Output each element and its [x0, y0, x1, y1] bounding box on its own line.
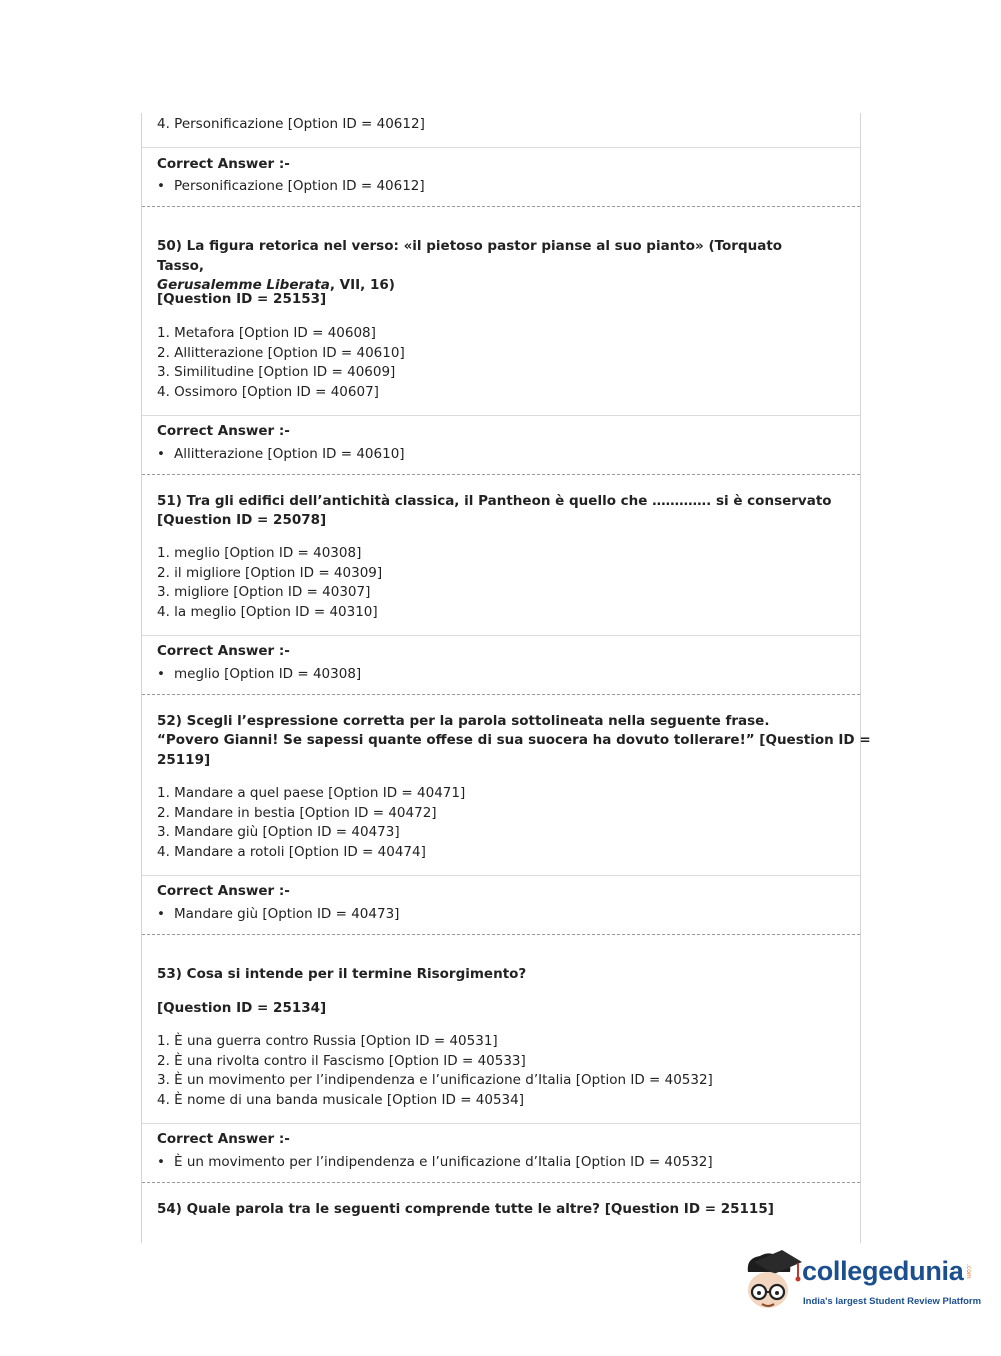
- divider: [142, 1123, 860, 1124]
- q51-option: 1. meglio [Option ID = 40308]: [157, 545, 362, 561]
- q53-option: 4. È nome di una banda musicale [Option ID = 40534]: [157, 1092, 525, 1108]
- q51-answer-text: meglio [Option ID = 40308]: [174, 666, 362, 682]
- q50-option: 4. Ossimoro [Option ID = 40607]: [157, 384, 379, 400]
- q50-option: 2. Allitterazione [Option ID = 40610]: [157, 345, 405, 361]
- exam-sheet: [141, 113, 871, 1243]
- q50-answer-text: Allitterazione [Option ID = 40610]: [174, 446, 405, 462]
- q51-option: 4. la meglio [Option ID = 40310]: [157, 604, 378, 620]
- q52-question: 52) Scegli l’espressione corretta per la parola sottolineata nella seguente frase.: [157, 713, 770, 729]
- q52-option: 1. Mandare a quel paese [Option ID = 40471]: [157, 785, 466, 801]
- q52-question-line2: “Povero Gianni! Se sapessi quante offese di sua suocera ha dovuto tollerare!” [Question ID =: [157, 732, 871, 748]
- q50-italic-title: Gerusalemme Liberata: [157, 277, 330, 293]
- q52-option: 4. Mandare a rotoli [Option ID = 40474]: [157, 844, 426, 860]
- q49-answer: [157, 178, 425, 194]
- q53-option: 1. È una guerra contro Russia [Option ID = 40531]: [157, 1033, 498, 1049]
- q50-text-end: , VII, 16): [329, 277, 395, 293]
- logo-wordmark: collegedunia: [802, 1256, 964, 1286]
- q51-answer-label: Correct Answer :-: [157, 643, 290, 659]
- logo-domain-suffix: .com: [965, 1264, 972, 1279]
- divider: [142, 875, 860, 876]
- question-separator: [142, 206, 860, 207]
- q49-answer-label: Correct Answer :-: [157, 156, 290, 172]
- q53-option: 2. È una rivolta contro il Fascismo [Option ID = 40533]: [157, 1053, 526, 1069]
- q50-question-id: [Question ID = 25153]: [157, 291, 327, 307]
- q49-option-4: 4. Personificazione [Option ID = 40612]: [157, 116, 425, 132]
- q52-option: 3. Mandare giù [Option ID = 40473]: [157, 824, 400, 840]
- q49-answer-text: Personificazione [Option ID = 40612]: [174, 178, 425, 194]
- q53-answer-text: È un movimento per l’indipendenza e l’unificazione d’Italia [Option ID = 40532]: [174, 1154, 713, 1170]
- q50-answer: [157, 446, 405, 462]
- question-separator: [142, 694, 860, 695]
- q51-question: 51) Tra gli edifici dell’antichità classica, il Pantheon è quello che …………. si è conservato: [157, 493, 832, 509]
- collegedunia-logo: [740, 1248, 982, 1318]
- question-separator: [142, 1182, 860, 1183]
- divider: [142, 635, 860, 636]
- divider: [142, 415, 860, 416]
- q52-answer-text: Mandare giù [Option ID = 40473]: [174, 906, 400, 922]
- q50-question: [157, 237, 827, 296]
- q52-option: 2. Mandare in bestia [Option ID = 40472]: [157, 805, 437, 821]
- q51-answer: [157, 666, 361, 682]
- q50-option: 3. Similitudine [Option ID = 40609]: [157, 364, 396, 380]
- q52-answer: [157, 906, 399, 922]
- q53-question: 53) Cosa si intende per il termine Risorgimento?: [157, 966, 527, 982]
- question-separator: [142, 934, 860, 935]
- divider: [142, 147, 860, 148]
- q53-answer: [157, 1154, 713, 1170]
- q50-answer-label: Correct Answer :-: [157, 423, 290, 439]
- q50-option: 1. Metafora [Option ID = 40608]: [157, 325, 376, 341]
- question-separator: [142, 474, 860, 475]
- mascot-icon: [740, 1248, 802, 1314]
- q51-option: 3. migliore [Option ID = 40307]: [157, 584, 371, 600]
- q51-question-id: [Question ID = 25078]: [157, 512, 327, 528]
- q53-answer-label: Correct Answer :-: [157, 1131, 290, 1147]
- q53-option: 3. È un movimento per l’indipendenza e l’unificazione d’Italia [Option ID = 40532]: [157, 1072, 713, 1088]
- q52-question-line3: 25119]: [157, 752, 211, 768]
- q54-question: 54) Quale parola tra le seguenti comprende tutte le altre? [Question ID = 25115]: [157, 1201, 774, 1217]
- logo-tagline: India's largest Student Review Platform: [803, 1296, 982, 1307]
- q52-answer-label: Correct Answer :-: [157, 883, 290, 899]
- q53-question-id: [Question ID = 25134]: [157, 1000, 327, 1016]
- q51-option: 2. il migliore [Option ID = 40309]: [157, 565, 383, 581]
- q50-text: 50) La figura retorica nel verso: «il pietoso pastor pianse al suo pianto» (Torquato Tasso,: [157, 238, 783, 274]
